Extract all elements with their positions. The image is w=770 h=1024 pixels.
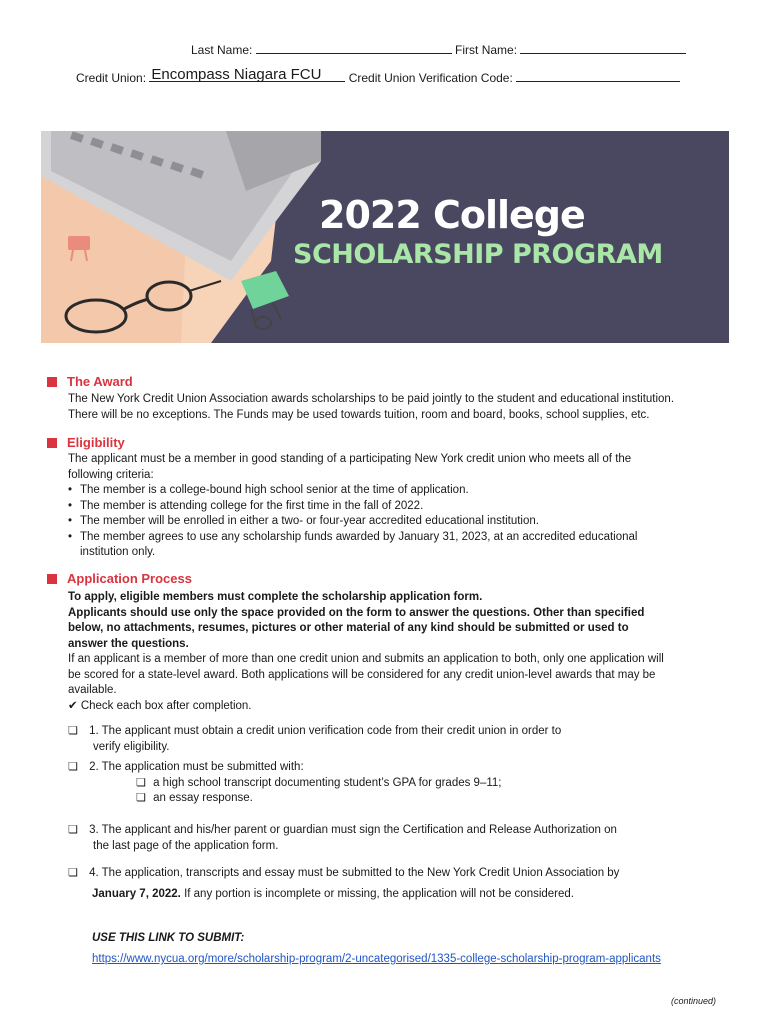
banner-title-line1: 2022 College: [319, 193, 585, 237]
list-item: • The member will be enrolled in either a two- or four-year accredited educational institution.: [68, 514, 637, 530]
step-3: ❏ 3. The applicant and his/her parent or guardian must sign the Certification and Release Authorization on the last page of the application form.: [68, 824, 617, 852]
credit-union-value: Encompass Niagara FCU: [151, 66, 322, 83]
award-text: The New York Credit Union Association awards scholarships to be paid jointly to the student and educational institution. There will be no exceptions. The Funds may be used towards tuition, room and board, books, school supplies, etc.: [68, 393, 675, 421]
verification-code-field[interactable]: [516, 70, 680, 82]
checkbox-icon[interactable]: ❏: [136, 792, 146, 804]
step-2: ❏ 2. The application must be submitted with: ❏ a high school transcript documenting student’s GPA for grades 9–11; ❏ an essay response.: [68, 760, 501, 807]
eligibility-heading: Eligibility: [47, 435, 125, 450]
checkbox-icon[interactable]: ❏: [68, 824, 78, 836]
check-note: ✔ Check each box after completion.: [68, 699, 252, 712]
banner-illustration: [41, 131, 729, 343]
step-4: ❏ 4. The application, transcripts and essay must be submitted to the New York Credit Union Association by January 7, 2022. If any portion is incomplete or missing, the application will not be considered.: [68, 867, 620, 900]
first-name-field[interactable]: [520, 42, 686, 54]
last-name-label: Last Name:: [191, 43, 253, 57]
list-item: • The member is a college-bound high school senior at the time of application.: [68, 483, 637, 499]
eligibility-text: The applicant must be a member in good standing of a participating New York credit union who meets all of the following criteria: • The member is a college-bound high school senior at the time of application. • The member is attending college for the first time in the fall of 2022. • The member will be enrolled in either a two- or four-year accredited educational institution. • The member agrees to use any scholarship funds awarded by January 31, 2023, at an accredited educational institution only.: [68, 452, 637, 561]
continued-note: (continued): [671, 996, 717, 1006]
verification-code-label: Credit Union Verification Code:: [348, 71, 513, 85]
application-intro: To apply, eligible members must complete the scholarship application form. Applicants should use only the space provided on the form to answer the questions. Other than specified below, no attachments, resumes, pictures or other material of any kind should be submitted or used to answer the questions. If an applicant is a member of more than one credit union and submits an application to both, only one application will be scored for a state-level award. Both applications will be considered for any credit union-level awards that may be available. ✔ Check each box after completion.: [68, 590, 664, 714]
checkbox-icon[interactable]: ❏: [68, 867, 78, 879]
submit-label: USE THIS LINK TO SUBMIT:: [92, 932, 245, 944]
checkbox-icon[interactable]: ❏: [136, 776, 146, 789]
application-heading: Application Process: [47, 571, 192, 586]
section-bullet-square: [47, 574, 57, 584]
list-item: • The member agrees to use any scholarship funds awarded by January 31, 2023, at an accredited educational: [68, 530, 637, 546]
checkbox-icon[interactable]: ❏: [68, 725, 78, 737]
last-name-field[interactable]: [256, 42, 452, 54]
credit-union-row: [76, 66, 680, 85]
banner-image: [41, 131, 729, 343]
list-item: • The member is attending college for the first time in the fall of 2022.: [68, 499, 637, 515]
banner-title-line2: SCHOLARSHIP PROGRAM: [293, 239, 663, 270]
award-heading: The Award: [47, 374, 133, 389]
checkbox-icon[interactable]: ❏: [68, 761, 78, 773]
section-bullet-square: [47, 438, 57, 448]
section-bullet-square: [47, 377, 57, 387]
first-name-label: First Name:: [455, 43, 518, 57]
credit-union-field[interactable]: [149, 66, 345, 83]
step-1: ❏ 1. The applicant must obtain a credit union verification code from their credit union in order to verify eligibility.: [68, 725, 562, 753]
credit-union-label: Credit Union:: [76, 71, 147, 85]
submit-link[interactable]: https://www.nycua.org/more/scholarship-program/2-uncategorised/1335-college-scholarship-program-applicants: [92, 953, 661, 965]
name-fields-row: [191, 42, 686, 57]
